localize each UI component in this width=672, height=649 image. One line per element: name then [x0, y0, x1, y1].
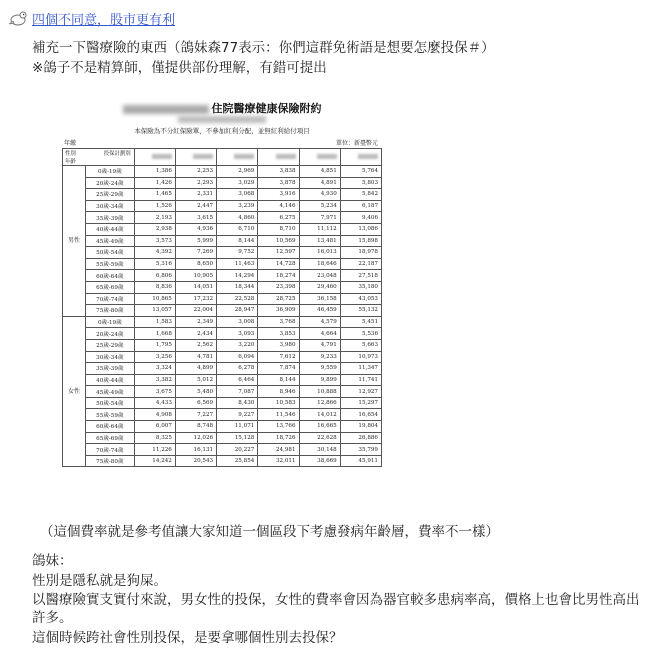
age-band: 65歲-69歲: [86, 432, 135, 444]
reply-line-2: 性別是隱私就是狗屎。: [32, 573, 167, 589]
premium-cell: 6,806: [134, 270, 175, 282]
female-rate-row: [63, 316, 382, 328]
age-band: 70歲-74歲: [86, 293, 135, 305]
premium-cell: 4,860: [217, 212, 258, 224]
premium-cell: 3,768: [258, 316, 299, 328]
male-label: 男性: [63, 166, 86, 317]
age-band: 70歲-74歲: [86, 444, 135, 456]
male-rate-row: [63, 281, 382, 293]
premium-cell: 45,911: [340, 455, 381, 467]
age-band: 30歲-34歲: [86, 200, 135, 212]
table-note: 本保險為不分紅保險單，不參加紅利分配，並無紅利給付項目: [134, 127, 310, 135]
female-rate-row: [63, 421, 382, 433]
male-rate-row: [63, 258, 382, 270]
premium-cell: 24,981: [258, 444, 299, 456]
premium-cell: 25,854: [217, 455, 258, 467]
premium-cell: 1,583: [134, 316, 175, 328]
premium-cell: 4,146: [258, 200, 299, 212]
premium-cell: 11,546: [258, 409, 299, 421]
premium-cell: 4,851: [299, 166, 340, 178]
plan-header: [175, 149, 216, 166]
premium-cell: 36,158: [299, 293, 340, 305]
male-rate-row: [63, 305, 382, 317]
reply-line-4: 許多。: [32, 610, 73, 626]
premium-cell: 12,927: [340, 386, 381, 398]
premium-cell: 22,187: [340, 258, 381, 270]
premium-cell: 2,938: [134, 223, 175, 235]
age-band: 40歲-44歲: [86, 374, 135, 386]
premium-cell: 6,569: [175, 397, 216, 409]
premium-cell: 18,344: [217, 281, 258, 293]
female-rate-row: [63, 397, 382, 409]
payment-mode: 年繳: [64, 140, 77, 147]
male-rate-row: [63, 166, 382, 178]
premium-cell: 6,278: [217, 363, 258, 375]
topic-link[interactable]: 四個不同意，股市更有利: [32, 12, 176, 28]
premium-cell: 11,112: [299, 223, 340, 235]
premium-cell: 6,275: [258, 212, 299, 224]
male-rate-row: [63, 189, 382, 201]
premium-cell: 20,227: [217, 444, 258, 456]
premium-cell: 4,908: [134, 409, 175, 421]
age-band: 75歲-80歲: [86, 305, 135, 317]
age-band: 35歲-39歲: [86, 212, 135, 224]
premium-cell: 2,562: [175, 339, 216, 351]
premium-cell: 7,269: [175, 247, 216, 259]
premium-cell: 55,132: [340, 305, 381, 317]
age-band: 50歲-54歲: [86, 397, 135, 409]
premium-cell: 3,256: [134, 351, 175, 363]
premium-cell: 10,569: [258, 235, 299, 247]
age-band: 35歲-39歲: [86, 363, 135, 375]
premium-cell: 16,131: [175, 444, 216, 456]
age-band: 65歲-69歲: [86, 281, 135, 293]
premium-cell: 2,331: [175, 189, 216, 201]
female-rate-row: [63, 363, 382, 375]
premium-cell: 14,728: [258, 258, 299, 270]
premium-cell: 5,663: [340, 339, 381, 351]
plan-header: [134, 149, 175, 166]
female-rate-row: [63, 328, 382, 340]
age-band: 75歲-80歲: [86, 455, 135, 467]
age-band: 25歲-29歲: [86, 339, 135, 351]
reply-line-1: 鴿妹：: [32, 553, 73, 569]
premium-cell: 7,227: [175, 409, 216, 421]
reply-line-3: 以醫療險實支實付來說，男女性的投保，女性的費率會因為器官較多患病率高，價格上也會比男性高出: [32, 592, 640, 608]
premium-cell: 5,536: [340, 328, 381, 340]
table-corner-header: 性別 投保計劃別 年齡: [63, 149, 135, 166]
premium-cell: 7,874: [258, 363, 299, 375]
age-band: 55歲-59歲: [86, 409, 135, 421]
premium-cell: 28,725: [258, 293, 299, 305]
premium-cell: 26,886: [340, 432, 381, 444]
premium-cell: 19,804: [340, 421, 381, 433]
premium-cell: 22,528: [217, 293, 258, 305]
premium-cell: 14,051: [175, 281, 216, 293]
currency-unit: 單位：新臺幣元: [335, 140, 378, 147]
premium-cell: 14,294: [217, 270, 258, 282]
plan-header: [217, 149, 258, 166]
premium-cell: 18,978: [340, 247, 381, 259]
premium-cell: 4,781: [175, 351, 216, 363]
premium-cell: 4,891: [299, 177, 340, 189]
premium-cell: 23,398: [258, 281, 299, 293]
premium-cell: 6,007: [134, 421, 175, 433]
premium-cell: 12,866: [299, 397, 340, 409]
female-rate-row: [63, 351, 382, 363]
pigeon-emoji-icon: [8, 9, 28, 27]
plan-header: [299, 149, 340, 166]
premium-cell: 14,012: [299, 409, 340, 421]
blurred-company-name: [123, 105, 209, 114]
premium-cell: 4,899: [175, 363, 216, 375]
rate-table: [62, 148, 382, 467]
premium-cell: 5,451: [340, 316, 381, 328]
premium-cell: 11,226: [134, 444, 175, 456]
premium-cell: 9,227: [217, 409, 258, 421]
female-rate-row: [63, 386, 382, 398]
premium-cell: 35,180: [340, 281, 381, 293]
age-band: 20歲-24歲: [86, 177, 135, 189]
premium-cell: 11,741: [340, 374, 381, 386]
premium-cell: 8,710: [258, 223, 299, 235]
premium-cell: 3,615: [175, 212, 216, 224]
premium-cell: 6,187: [340, 200, 381, 212]
premium-cell: 8,836: [134, 281, 175, 293]
premium-cell: 3,324: [134, 363, 175, 375]
premium-cell: 2,253: [175, 166, 216, 178]
age-band: 40歲-44歲: [86, 223, 135, 235]
premium-cell: 30,148: [299, 444, 340, 456]
premium-cell: 4,930: [299, 189, 340, 201]
premium-cell: 11,071: [217, 421, 258, 433]
premium-cell: 22,628: [299, 432, 340, 444]
male-rate-row: [63, 270, 382, 282]
premium-cell: 20,543: [175, 455, 216, 467]
female-rate-row: [63, 455, 382, 467]
premium-cell: 18,274: [258, 270, 299, 282]
male-rate-row: [63, 223, 382, 235]
premium-cell: 6,094: [217, 351, 258, 363]
premium-cell: 17,232: [175, 293, 216, 305]
premium-cell: 3,068: [217, 189, 258, 201]
blurred-subtitle: [178, 116, 266, 123]
premium-cell: 7,971: [299, 212, 340, 224]
post-text-line-1: 補充一下醫療險的東西（鴿妹森77表示：你們這群免術語是想要怎麼投保＃）: [32, 40, 495, 56]
premium-cell: 6,464: [217, 374, 258, 386]
male-rate-row: [63, 200, 382, 212]
premium-cell: 13,481: [299, 235, 340, 247]
plan-header: [340, 149, 381, 166]
premium-cell: 9,559: [299, 363, 340, 375]
image-caption: （這個費率就是參考值讓大家知道一個區段下考慮發病年齡層，費率不一樣）: [40, 524, 499, 540]
premium-cell: 15,128: [217, 432, 258, 444]
premium-cell: 5,764: [340, 166, 381, 178]
premium-rate-table-image[interactable]: [58, 92, 386, 514]
premium-cell: 8,748: [175, 421, 216, 433]
premium-cell: 10,865: [134, 293, 175, 305]
female-label: 女性: [63, 316, 86, 467]
premium-cell: 3,220: [217, 339, 258, 351]
premium-cell: 2,349: [175, 316, 216, 328]
premium-cell: 18,646: [299, 258, 340, 270]
premium-cell: 5,316: [134, 258, 175, 270]
female-rate-row: [63, 432, 382, 444]
premium-cell: 1,526: [134, 200, 175, 212]
premium-cell: 32,011: [258, 455, 299, 467]
premium-cell: 36,909: [258, 305, 299, 317]
female-rate-row: [63, 339, 382, 351]
age-band: 45歲-49歲: [86, 386, 135, 398]
premium-cell: 2,969: [217, 166, 258, 178]
premium-cell: 27,518: [340, 270, 381, 282]
premium-cell: 3,916: [258, 189, 299, 201]
premium-cell: 16,013: [299, 247, 340, 259]
age-band: 60歲-64歲: [86, 270, 135, 282]
premium-cell: 10,973: [340, 351, 381, 363]
premium-cell: 15,898: [340, 235, 381, 247]
premium-cell: 1,795: [134, 339, 175, 351]
male-rate-row: [63, 247, 382, 259]
premium-cell: 6,710: [217, 223, 258, 235]
premium-cell: 4,936: [175, 223, 216, 235]
female-rate-row: [63, 444, 382, 456]
premium-cell: 18,726: [258, 432, 299, 444]
premium-cell: 1,465: [134, 189, 175, 201]
premium-cell: 1,386: [134, 166, 175, 178]
premium-cell: 14,242: [134, 455, 175, 467]
premium-cell: 11,463: [217, 258, 258, 270]
premium-cell: 15,297: [340, 397, 381, 409]
premium-cell: 2,447: [175, 200, 216, 212]
age-band: 30歲-34歲: [86, 351, 135, 363]
premium-cell: 8,325: [134, 432, 175, 444]
premium-cell: 22,004: [175, 305, 216, 317]
premium-cell: 5,803: [340, 177, 381, 189]
premium-cell: 8,650: [175, 258, 216, 270]
premium-cell: 3,838: [258, 166, 299, 178]
premium-cell: 3,029: [217, 177, 258, 189]
premium-cell: 13,086: [340, 223, 381, 235]
reply-line-5: 這個時候跨社會性別投保，是要拿哪個性別去投保？: [32, 630, 343, 646]
premium-cell: 1,426: [134, 177, 175, 189]
male-rate-row: [63, 212, 382, 224]
age-band: 55歲-59歲: [86, 258, 135, 270]
premium-cell: 35,799: [340, 444, 381, 456]
premium-cell: 8,144: [258, 374, 299, 386]
premium-cell: 38,669: [299, 455, 340, 467]
female-rate-row: [63, 374, 382, 386]
premium-cell: 5,480: [175, 386, 216, 398]
premium-cell: 23,048: [299, 270, 340, 282]
premium-cell: 43,053: [340, 293, 381, 305]
premium-cell: 3,008: [217, 316, 258, 328]
premium-cell: 12,597: [258, 247, 299, 259]
premium-cell: 3,675: [134, 386, 175, 398]
premium-cell: 5,012: [175, 374, 216, 386]
age-band: 0歲-19歲: [86, 316, 135, 328]
premium-cell: 3,573: [134, 235, 175, 247]
age-band: 45歲-49歲: [86, 235, 135, 247]
premium-cell: 2,434: [175, 328, 216, 340]
premium-cell: 10,905: [175, 270, 216, 282]
age-band: 20歲-24歲: [86, 328, 135, 340]
premium-cell: 3,239: [217, 200, 258, 212]
premium-cell: 2,293: [175, 177, 216, 189]
premium-cell: 5,999: [175, 235, 216, 247]
table-title: 住院醫療健康保險附約: [58, 100, 386, 116]
premium-cell: 7,087: [217, 386, 258, 398]
premium-cell: 1,668: [134, 328, 175, 340]
premium-cell: 8,144: [217, 235, 258, 247]
premium-cell: 4,433: [134, 397, 175, 409]
post-header: [8, 8, 175, 28]
premium-cell: 13,057: [134, 305, 175, 317]
premium-cell: 3,382: [134, 374, 175, 386]
female-rate-row: [63, 409, 382, 421]
premium-cell: 4,392: [134, 247, 175, 259]
premium-cell: 4,579: [299, 316, 340, 328]
premium-cell: 11,347: [340, 363, 381, 375]
male-rate-row: [63, 235, 382, 247]
premium-cell: 12,026: [175, 432, 216, 444]
premium-cell: 16,665: [299, 421, 340, 433]
premium-cell: 29,460: [299, 281, 340, 293]
age-band: 60歲-64歲: [86, 421, 135, 433]
premium-cell: 8,430: [217, 397, 258, 409]
premium-cell: 9,752: [217, 247, 258, 259]
premium-cell: 4,664: [299, 328, 340, 340]
premium-cell: 3,093: [217, 328, 258, 340]
premium-cell: 8,946: [258, 386, 299, 398]
premium-cell: 16,654: [340, 409, 381, 421]
premium-cell: 10,888: [299, 386, 340, 398]
premium-cell: 5,842: [340, 189, 381, 201]
premium-cell: 4,791: [299, 339, 340, 351]
premium-cell: 9,899: [299, 374, 340, 386]
male-rate-row: [63, 293, 382, 305]
male-rate-row: [63, 177, 382, 189]
premium-cell: 46,459: [299, 305, 340, 317]
post-text-line-2: ※鴿子不是精算師，僅提供部份理解，有錯可提出: [32, 60, 327, 76]
premium-cell: 3,853: [258, 328, 299, 340]
premium-cell: 3,878: [258, 177, 299, 189]
premium-cell: 13,766: [258, 421, 299, 433]
premium-cell: 10,583: [258, 397, 299, 409]
age-band: 25歲-29歲: [86, 189, 135, 201]
age-band: 50歲-54歲: [86, 247, 135, 259]
premium-cell: 28,947: [217, 305, 258, 317]
age-band: 0歲-19歲: [86, 166, 135, 178]
premium-cell: 9,233: [299, 351, 340, 363]
premium-cell: 9,406: [340, 212, 381, 224]
premium-cell: 7,612: [258, 351, 299, 363]
premium-cell: 2,193: [134, 212, 175, 224]
plan-header: [258, 149, 299, 166]
premium-cell: 3,980: [258, 339, 299, 351]
premium-cell: 5,234: [299, 200, 340, 212]
